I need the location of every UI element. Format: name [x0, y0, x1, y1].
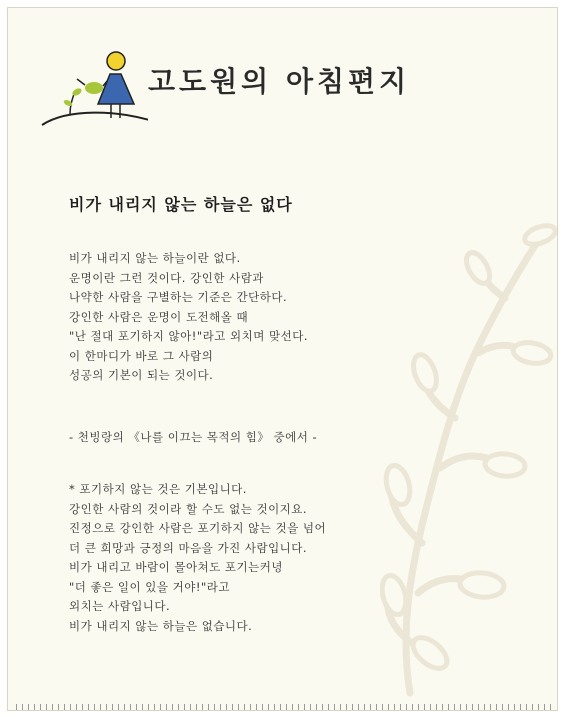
paragraph-line: 비가 내리고 바람이 몰아쳐도 포기는커녕: [69, 560, 283, 574]
paragraph-line: 이 한마디가 바로 그 사람의: [69, 348, 214, 363]
paragraph-line: "난 절대 포기하지 않아!"라고 외치며 맞선다.: [69, 329, 308, 343]
paragraph-1: [69, 249, 308, 386]
brand-title: 고도원의 아침편지: [148, 65, 411, 98]
paragraph-line: 운명이란 그런 것이다. 강인한 사람과: [69, 270, 264, 285]
paragraph-line: "더 좋은 일이 있을 거야!"라고: [69, 579, 231, 594]
letter-title: 비가 내리지 않는 하늘은 없다: [69, 195, 293, 214]
paragraph-line: 강인한 사람은 운명이 도전해올 때: [69, 309, 249, 324]
paragraph-line: 비가 내리지 않는 하늘이란 없다.: [69, 251, 241, 265]
paragraph-line: * 포기하지 않는 것은 기본입니다.: [69, 482, 247, 496]
letter-card: [7, 7, 558, 711]
vine-leaves-icon: [380, 213, 558, 711]
woman-watering-sprout-icon: [8, 8, 148, 133]
quote-source: - 천빙랑의 《나를 이끄는 목적의 힘》 중에서 -: [69, 430, 318, 444]
dotted-divider: [16, 703, 551, 711]
paragraph-line: 나약한 사람을 구별하는 기준은 간단하다.: [69, 290, 288, 304]
paragraph-line: 외치는 사람입니다.: [69, 599, 171, 613]
paragraph-line: 강인한 사람의 것이라 할 수도 없는 것이지요.: [69, 501, 308, 516]
paragraph-line: 비가 내리지 않는 하늘은 없습니다.: [69, 618, 253, 633]
paragraph-line: 성공의 기본이 되는 것이다.: [69, 368, 214, 382]
paragraph-2: [69, 480, 326, 636]
paragraph-line: 진정으로 강인한 사람은 포기하지 않는 것을 넘어: [69, 521, 327, 535]
paragraph-line: 더 큰 희망과 긍정의 마음을 가진 사람입니다.: [69, 540, 308, 555]
